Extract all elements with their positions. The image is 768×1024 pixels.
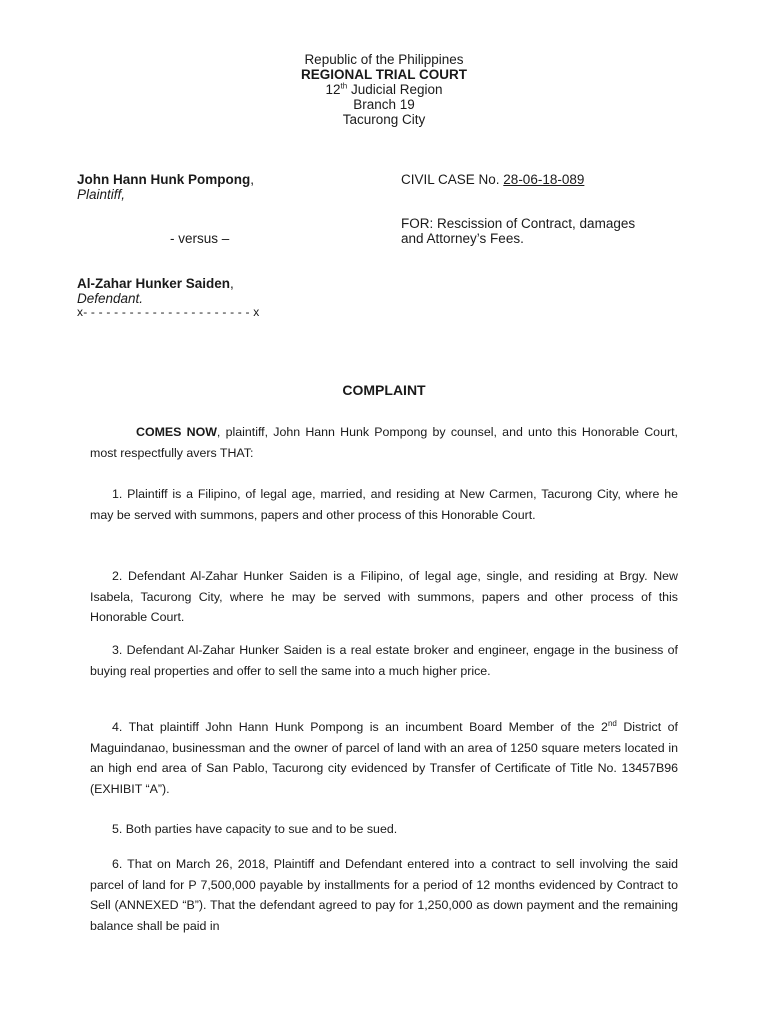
case-nature-line2: and Attorney’s Fees. (401, 231, 524, 246)
header-court: REGIONAL TRIAL COURT (300, 67, 467, 82)
paragraph-6: 6. That on March 26, 2018, Plaintiff and Defendant entered into a contract to sell involving the said parcel of land for P 7,500,000 payable by installments for a period of 12 months evidenced by Contract to Sell (ANNEXED “B”). That the defendant agreed to pay for 1,250,000 as down payment and the remaining balance shall be paid in (90, 857, 678, 933)
caption-separator: x- - - - - - - - - - - - - - - - - - - - - - x (77, 305, 260, 319)
versus-text: - versus – (170, 231, 230, 246)
plaintiff-name: John Hann Hunk Pompong, (77, 172, 255, 187)
header-branch: Branch 19 (353, 97, 415, 112)
defendant-name: Al-Zahar Hunker Saiden, (77, 276, 234, 291)
header-city: Tacurong City (342, 112, 426, 127)
header-republic: Republic of the Philippines (304, 52, 464, 67)
intro-paragraph: COMES NOW, plaintiff, John Hann Hunk Pompong by counsel, and unto this Honorable Court, most respectfully avers THAT: (90, 425, 678, 460)
case-nature-line1: FOR: Rescission of Contract, damages (401, 216, 636, 231)
paragraph-3: 3. Defendant Al-Zahar Hunker Saiden is a real estate broker and engineer, engage in the business of buying real properties and offer to sell the same into a much higher price. (90, 643, 678, 678)
paragraph-1: 1. Plaintiff is a Filipino, of legal age, married, and residing at New Carmen, Tacurong City, where he may be served with summons, papers and other process of this Honorable Court. (90, 487, 678, 522)
document-title: COMPLAINT (342, 382, 426, 398)
case-number-line: CIVIL CASE No. 28-06-18-089 (401, 172, 585, 187)
paragraph-5: 5. Both parties have capacity to sue and to be sued. (112, 822, 398, 836)
paragraph-2: 2. Defendant Al-Zahar Hunker Saiden is a Filipino, of legal age, single, and residing at Brgy. New Isabela, Tacurong City, where he may be served with summons, papers and other process of this Honorable Court. (90, 569, 678, 624)
header-region: 12th Judicial Region (325, 81, 443, 97)
plaintiff-role: Plaintiff, (77, 187, 126, 202)
paragraph-4: 4. That plaintiff John Hann Hunk Pompong is an incumbent Board Member of the 2nd District of Maguindanao, businessman and the owner of parcel of land with an area of 1250 square meters located in an high end area of San Pablo, Tacurong city evidenced by Transfer of Certificate of Title No. 13457B96 (EXHIBIT “A”). (90, 718, 678, 796)
defendant-role: Defendant. (77, 291, 144, 306)
